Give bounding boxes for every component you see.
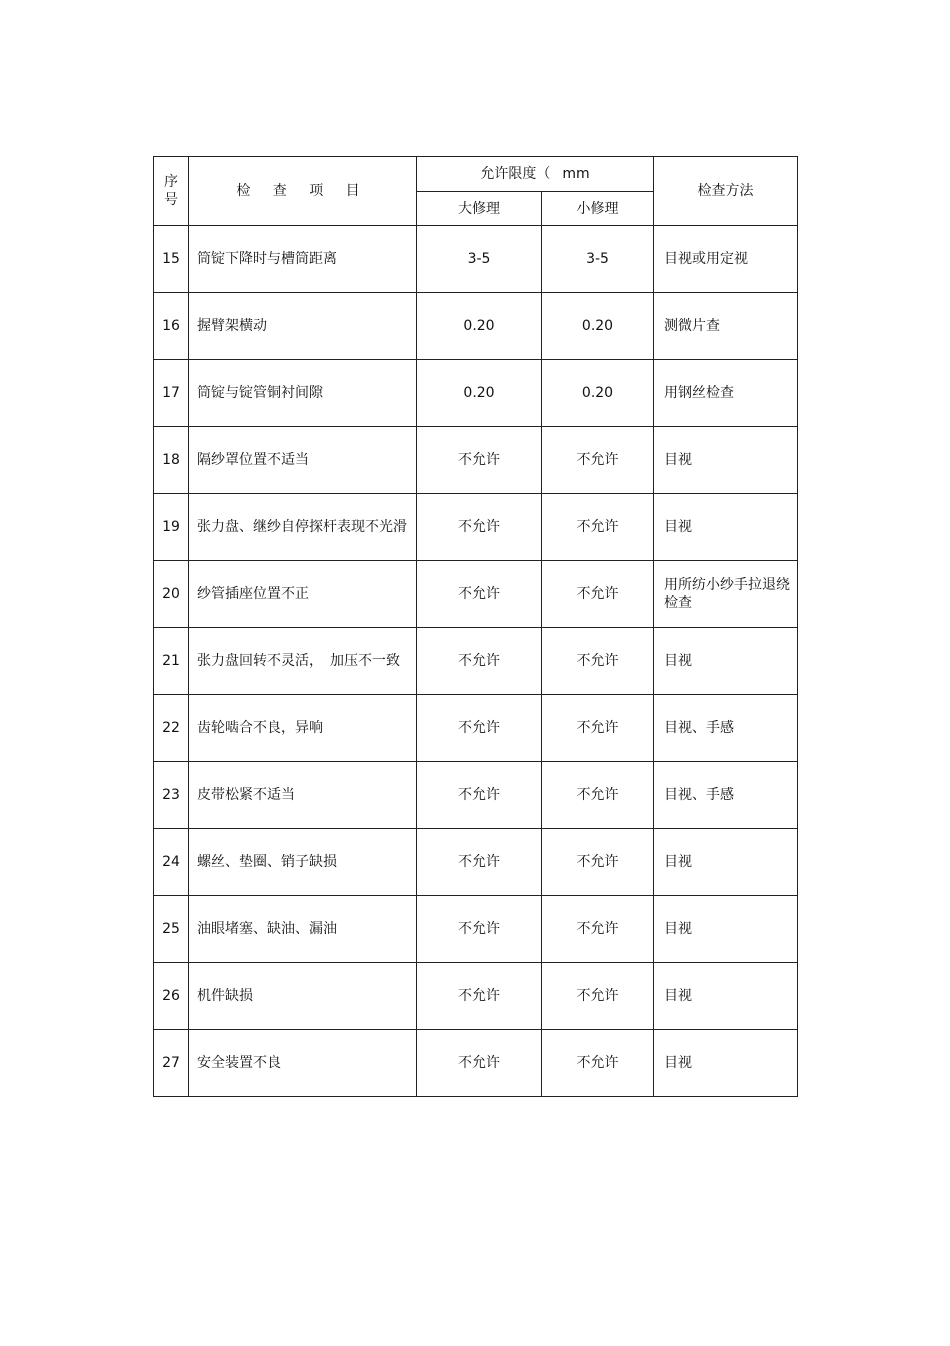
- row-number: 21: [154, 628, 189, 695]
- row-item: 螺丝、垫圈、销子缺损: [189, 829, 417, 896]
- row-method: 用钢丝检查: [654, 360, 798, 427]
- row-number: 27: [154, 1030, 189, 1097]
- row-minor-repair: 不允许: [542, 695, 654, 762]
- row-method: 目视: [654, 829, 798, 896]
- row-minor-repair: 不允许: [542, 896, 654, 963]
- row-method: 测微片查: [654, 293, 798, 360]
- table-row: [154, 360, 798, 427]
- row-minor-repair: 不允许: [542, 427, 654, 494]
- table-row: [154, 226, 798, 293]
- row-minor-repair: 不允许: [542, 762, 654, 829]
- table-row: [154, 829, 798, 896]
- row-method: 目视或用定视: [654, 226, 798, 293]
- row-number: 20: [154, 561, 189, 628]
- row-number: 26: [154, 963, 189, 1030]
- table-row: [154, 561, 798, 628]
- row-method: 目视、手感: [654, 695, 798, 762]
- row-number: 24: [154, 829, 189, 896]
- row-major-repair: 不允许: [417, 695, 542, 762]
- row-minor-repair: 不允许: [542, 628, 654, 695]
- table-row: [154, 963, 798, 1030]
- table-row: [154, 1030, 798, 1097]
- header-major-repair: [417, 192, 542, 226]
- header-minor-repair-label: 小修理: [576, 200, 619, 217]
- row-method: 目视: [654, 427, 798, 494]
- row-method: 目视: [654, 1030, 798, 1097]
- table-row: [154, 628, 798, 695]
- row-item: 张力盘回转不灵活， 加压不一致: [189, 628, 417, 695]
- header-method: [654, 157, 798, 226]
- header-row-top: [154, 157, 798, 192]
- row-major-repair: 不允许: [417, 762, 542, 829]
- row-number: 15: [154, 226, 189, 293]
- row-major-repair: 不允许: [417, 494, 542, 561]
- header-method-label: 检查方法: [697, 183, 754, 199]
- row-major-repair: 不允许: [417, 628, 542, 695]
- header-allowance: [417, 157, 654, 192]
- row-method: 目视: [654, 494, 798, 561]
- table-body: [154, 157, 798, 1097]
- row-method: 目视: [654, 628, 798, 695]
- row-minor-repair: 不允许: [542, 963, 654, 1030]
- row-item: 机件缺损: [189, 963, 417, 1030]
- row-item: 齿轮啮合不良，异响: [189, 695, 417, 762]
- row-major-repair: 0.20: [417, 293, 542, 360]
- row-major-repair: 不允许: [417, 829, 542, 896]
- row-minor-repair: 不允许: [542, 829, 654, 896]
- row-minor-repair: 不允许: [542, 1030, 654, 1097]
- header-item: [189, 157, 417, 226]
- header-major-repair-label: 大修理: [458, 200, 500, 217]
- row-method: 目视: [654, 896, 798, 963]
- row-number: 17: [154, 360, 189, 427]
- inspection-table: [153, 156, 798, 1097]
- row-minor-repair: 不允许: [542, 494, 654, 561]
- row-item: 握臂架横动: [189, 293, 417, 360]
- table-row: [154, 293, 798, 360]
- row-major-repair: 3-5: [417, 226, 542, 293]
- row-method: 目视、手感: [654, 762, 798, 829]
- row-minor-repair: 0.20: [542, 293, 654, 360]
- header-allowance-label: 允许限度（: [480, 166, 551, 182]
- header-minor-repair: [542, 192, 654, 226]
- table-row: [154, 427, 798, 494]
- row-item: 皮带松紧不适当: [189, 762, 417, 829]
- row-major-repair: 不允许: [417, 896, 542, 963]
- header-allowance-unit: mm: [562, 166, 590, 182]
- row-number: 19: [154, 494, 189, 561]
- row-item: 油眼堵塞、缺油、漏油: [189, 896, 417, 963]
- row-item: 筒锭下降时与槽筒距离: [189, 226, 417, 293]
- row-major-repair: 0.20: [417, 360, 542, 427]
- row-major-repair: 不允许: [417, 427, 542, 494]
- header-seq-line2: 号: [164, 192, 178, 208]
- header-seq-line1: 序: [164, 174, 178, 190]
- row-major-repair: 不允许: [417, 561, 542, 628]
- table-row: [154, 762, 798, 829]
- table-row: [154, 695, 798, 762]
- table-row: [154, 896, 798, 963]
- row-minor-repair: 3-5: [542, 226, 654, 293]
- row-item: 张力盘、继纱自停探杆表现不光滑: [189, 494, 417, 561]
- header-item-label: 检 查 项 目: [236, 183, 369, 199]
- row-number: 25: [154, 896, 189, 963]
- row-method: 用所纺小纱手拉退绕检查: [654, 561, 798, 628]
- row-item: 隔纱罩位置不适当: [189, 427, 417, 494]
- row-major-repair: 不允许: [417, 963, 542, 1030]
- row-minor-repair: 0.20: [542, 360, 654, 427]
- row-number: 18: [154, 427, 189, 494]
- row-minor-repair: 不允许: [542, 561, 654, 628]
- row-number: 23: [154, 762, 189, 829]
- row-item: 安全装置不良: [189, 1030, 417, 1097]
- header-seq: [154, 157, 189, 226]
- table-row: [154, 494, 798, 561]
- row-method: 目视: [654, 963, 798, 1030]
- row-number: 16: [154, 293, 189, 360]
- row-major-repair: 不允许: [417, 1030, 542, 1097]
- row-item: 筒锭与锭管铜衬间隙: [189, 360, 417, 427]
- row-number: 22: [154, 695, 189, 762]
- row-item: 纱管插座位置不正: [189, 561, 417, 628]
